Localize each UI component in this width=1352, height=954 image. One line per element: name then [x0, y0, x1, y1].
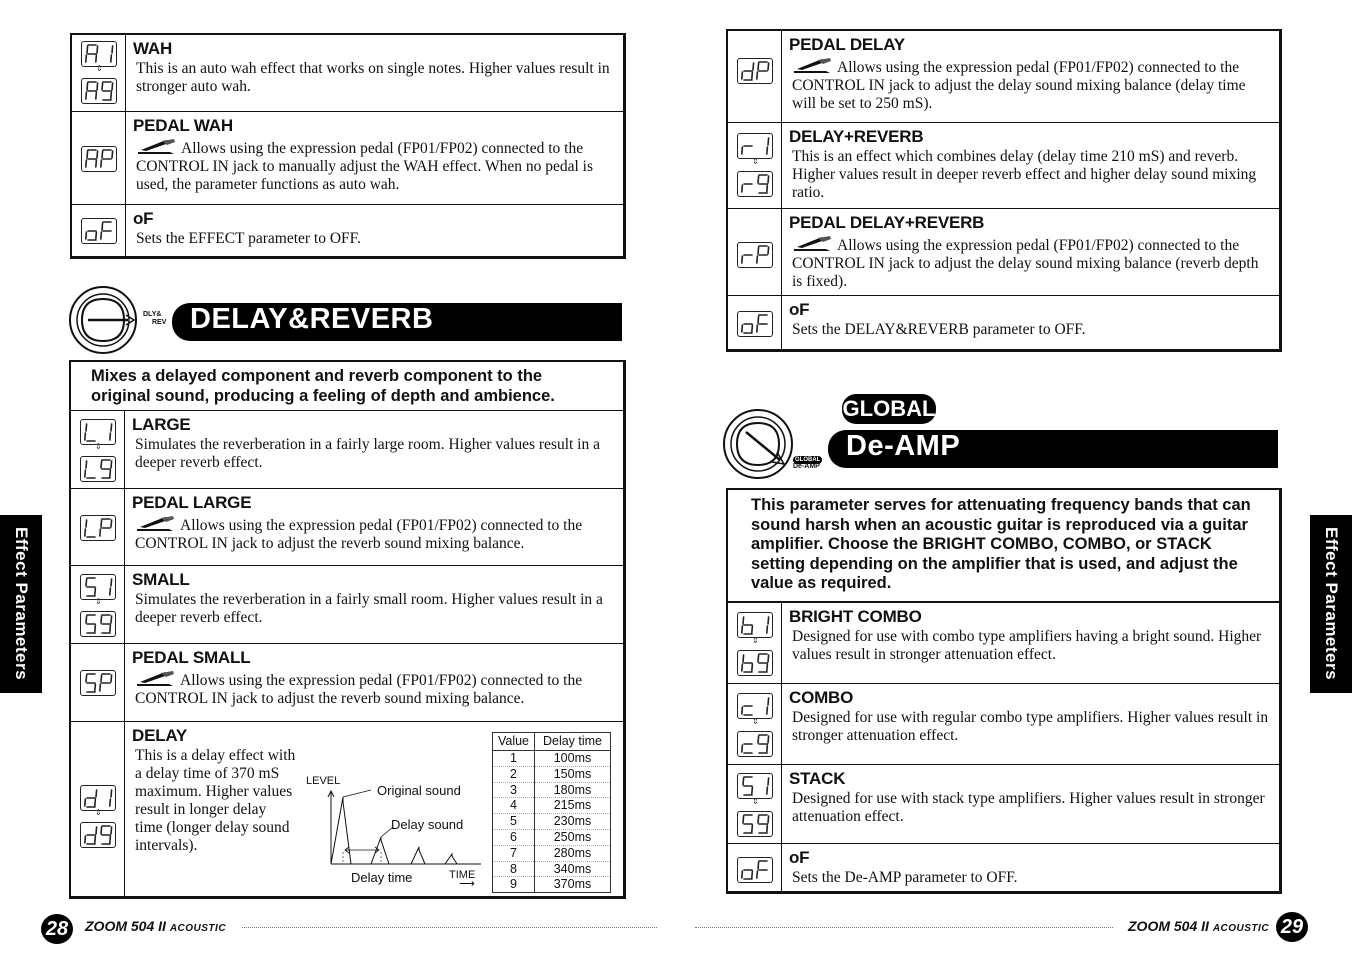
lcd-display-icon [737, 731, 773, 757]
expression-pedal-icon [135, 669, 175, 687]
delay-time-cell: 100ms [535, 751, 611, 767]
up-down-arrow-icon: ⇕ [752, 797, 759, 806]
delay-time-row [493, 798, 611, 814]
lcd-display-icon [80, 611, 116, 637]
row-description: Designed for use with stack type amplifiers. Higher values result in stronger attenuation effect. [792, 790, 1265, 825]
of-row [728, 295, 1279, 350]
stack-row [728, 764, 1279, 843]
lcd-display-icon [81, 78, 117, 104]
of-row [72, 204, 623, 257]
row-description: Sets the DELAY&REVERB parameter to OFF. [792, 321, 1086, 338]
page-number: 29 [1276, 912, 1308, 942]
delay-time-row [493, 814, 611, 830]
lcd-cell [71, 489, 125, 565]
section-title: De-AMP [846, 430, 961, 462]
brand-name: ZOOM 504 II [85, 918, 166, 934]
row-heading: PEDAL DELAY+REVERB [789, 213, 985, 232]
up-down-arrow-icon: ⇕ [752, 636, 759, 645]
row-heading: STACK [789, 769, 846, 788]
brand-footer [85, 918, 226, 934]
delay-time-cell: 150ms [535, 766, 611, 782]
footer-divider [695, 927, 1113, 928]
brand-suffix: ACOUSTIC [1212, 923, 1270, 934]
dial-label: De-AMP [793, 463, 820, 470]
lcd-cell [71, 722, 125, 897]
up-down-arrow-icon: ⇕ [752, 157, 759, 166]
lcd-display-icon [737, 311, 773, 337]
header-value: Value [493, 733, 535, 751]
delay-time-row [493, 877, 611, 893]
section-title: DELAY&REVERB [190, 303, 434, 335]
row-description: This is an effect which combines delay (delay time 210 mS) and reverb. Higher values result in deeper reverb effect and higher delay sound mixing ratio. [792, 148, 1257, 201]
lcd-cell [728, 765, 782, 843]
section-intro: This parameter serves for attenuating frequency bands that can sound harsh when an acoustic guitar is reproduced via a guitar amplifier. Choose the BRIGHT COMBO, COMBO, or STACK setting depending on the amplifier that is used, and adjust the value as required. [751, 496, 1251, 592]
delay-time-row [493, 861, 611, 877]
lcd-cell [71, 566, 125, 643]
graph-label-original: Original sound [377, 783, 461, 798]
row-description: Designed for use with regular combo type amplifiers. Higher values result in stronger attenuation effect. [792, 709, 1269, 744]
up-down-arrow-icon: ⇕ [96, 64, 103, 73]
section-banner [172, 303, 622, 341]
row-description: Allows using the expression pedal (FP01/FP02) connected to the CONTROL IN jack to adjust the delay sound mixing balance (delay time will be set to 250 mS). [792, 59, 1246, 112]
dial-label: GLOBAL [795, 457, 821, 463]
row-description: Sets the EFFECT parameter to OFF. [136, 230, 361, 247]
delay-time-cell: 280ms [535, 845, 611, 861]
delay-value-cell: 2 [493, 766, 535, 782]
delay-time-table [492, 732, 611, 893]
lcd-display-icon [737, 171, 773, 197]
row-heading: oF [789, 300, 810, 319]
graph-label-level: LEVEL [306, 775, 341, 787]
delay-time-row [493, 766, 611, 782]
section-banner [828, 430, 1278, 468]
delay-reverb-table [69, 360, 626, 899]
pedal-large-row [71, 488, 623, 565]
wah-table [70, 33, 626, 259]
delay-value-cell: 4 [493, 798, 535, 814]
lcd-display-icon [80, 822, 116, 848]
pedal-delay-reverb-row [728, 208, 1279, 295]
row-heading: oF [789, 848, 810, 867]
row-heading: PEDAL SMALL [132, 648, 251, 667]
row-heading: oF [133, 209, 154, 228]
lcd-display-icon [81, 146, 117, 172]
row-heading: PEDAL WAH [133, 116, 233, 135]
time-arrow-icon: ⟶ [459, 878, 475, 890]
lcd-display-icon [737, 133, 773, 159]
graph-label-time: TIME [449, 869, 476, 881]
lcd-display-icon [80, 515, 116, 541]
lcd-display-icon [737, 650, 773, 676]
lcd-cell [72, 112, 126, 204]
bright-combo-row [728, 601, 1279, 683]
dial-label: DLY& [143, 311, 162, 318]
delay-time-row [493, 751, 611, 767]
delay-value-cell: 8 [493, 861, 535, 877]
lcd-display-icon [737, 811, 773, 837]
header-delay-time: Delay time [535, 733, 611, 751]
lcd-display-icon [737, 857, 773, 883]
row-heading: LARGE [132, 415, 191, 434]
row-heading: DELAY [132, 726, 188, 745]
pedal-delay-table [726, 29, 1282, 352]
delay-row [71, 721, 623, 897]
row-heading: BRIGHT COMBO [789, 607, 922, 626]
dial-icon [722, 408, 794, 480]
row-description: Designed for use with combo type amplifiers having a bright sound. Higher values result in stronger attenuation effect. [792, 628, 1262, 663]
expression-pedal-icon [135, 514, 175, 532]
brand-suffix: ACOUSTIC [169, 923, 227, 934]
lcd-display-icon [737, 693, 773, 719]
row-description: Sets the De-AMP parameter to OFF. [792, 869, 1018, 886]
pedal-small-row [71, 643, 623, 721]
brand-footer [1128, 918, 1269, 934]
graph-label-delay-sound: Delay sound [391, 817, 464, 832]
delay-value-cell: 7 [493, 845, 535, 861]
expression-pedal-icon [136, 137, 176, 155]
wah-row [72, 35, 623, 111]
lcd-cell [728, 209, 782, 295]
lcd-cell [728, 603, 782, 683]
section-intro: Mixes a delayed component and reverb component to the original sound, producing a feeling of depth and ambience. [91, 367, 555, 405]
large-row [71, 410, 623, 488]
delay-time-cell: 250ms [535, 829, 611, 845]
of-row [728, 843, 1279, 892]
row-description: Allows using the expression pedal (FP01/FP02) connected to the CONTROL IN jack to adjust the reverb sound mixing balance. [135, 672, 583, 707]
small-row [71, 565, 623, 643]
delay-time-row [493, 845, 611, 861]
row-description: Allows using the expression pedal (FP01/FP02) connected to the CONTROL IN jack to manually adjust the WAH effect. When no pedal is used, the parameter functions as auto wah. [136, 140, 594, 193]
lcd-display-icon [737, 242, 773, 268]
footer-divider [242, 927, 657, 928]
delay-value-cell: 9 [493, 877, 535, 893]
row-description: This is a delay effect with a delay time of 370 mS maximum. Higher values result in longer delay time (longer delay sound intervals). [135, 747, 296, 854]
lcd-cell [71, 644, 125, 721]
delay-value-cell: 1 [493, 751, 535, 767]
side-tab: Effect Parameters [0, 515, 42, 693]
side-tab: Effect Parameters [1310, 515, 1352, 693]
delay-time-cell: 180ms [535, 782, 611, 798]
delay-reverb-row [728, 122, 1279, 208]
pedal-delay-row [728, 31, 1279, 122]
up-down-arrow-icon: ⇕ [95, 808, 102, 817]
row-heading: SMALL [132, 570, 190, 589]
up-down-arrow-icon: ⇕ [95, 442, 102, 451]
up-down-arrow-icon: ⇕ [752, 717, 759, 726]
intro-row [71, 362, 623, 410]
expression-pedal-icon [792, 234, 832, 252]
row-heading: PEDAL LARGE [132, 493, 252, 512]
lcd-display-icon [737, 612, 773, 638]
lcd-cell [728, 684, 782, 764]
delay-time-cell: 340ms [535, 861, 611, 877]
delay-time-cell: 215ms [535, 798, 611, 814]
lcd-cell [728, 844, 782, 892]
lcd-display-icon [81, 218, 117, 244]
lcd-cell [71, 411, 125, 488]
expression-pedal-icon [792, 56, 832, 74]
row-description: Allows using the expression pedal (FP01/FP02) connected to the CONTROL IN jack to adjust the delay sound mixing balance (reverb depth is fixed). [792, 237, 1259, 290]
dial-icon [68, 285, 138, 355]
row-heading: DELAY+REVERB [789, 127, 924, 146]
delay-time-cell: 230ms [535, 814, 611, 830]
dial-label: REV [152, 319, 167, 326]
row-heading: PEDAL DELAY [789, 35, 905, 54]
lcd-cell [72, 205, 126, 257]
lcd-display-icon [737, 773, 773, 799]
global-pill: GLOBAL [842, 394, 936, 424]
delay-time-row [493, 829, 611, 845]
row-description: Allows using the expression pedal (FP01/FP02) connected to the CONTROL IN jack to adjust the reverb sound mixing balance. [135, 517, 583, 552]
lcd-display-icon [80, 456, 116, 482]
lcd-display-icon [80, 670, 116, 696]
delay-time-header [493, 733, 611, 751]
delay-value-cell: 3 [493, 782, 535, 798]
row-description: Simulates the reverberation in a fairly large room. Higher values result in a deeper reverb effect. [135, 436, 600, 471]
lcd-cell [728, 123, 782, 208]
delay-value-cell: 5 [493, 814, 535, 830]
row-description: Simulates the reverberation in a fairly small room. Higher values result in a deeper reverb effect. [135, 591, 603, 626]
pedal-wah-row [72, 111, 623, 204]
lcd-cell [72, 35, 126, 111]
lcd-cell [728, 31, 782, 122]
page-number: 28 [41, 914, 73, 944]
delay-time-row [493, 782, 611, 798]
delay-value-cell: 6 [493, 829, 535, 845]
up-down-arrow-icon: ⇕ [95, 597, 102, 606]
row-heading: WAH [133, 39, 173, 58]
row-heading: COMBO [789, 688, 854, 707]
lcd-cell [728, 296, 782, 350]
intro-row [728, 490, 1279, 601]
de-amp-table [726, 488, 1282, 894]
combo-row [728, 683, 1279, 764]
brand-name: ZOOM 504 II [1128, 918, 1209, 934]
graph-label-delay-time: Delay time [351, 870, 413, 885]
row-description: This is an auto wah effect that works on single notes. Higher values result in stronger auto wah. [136, 60, 610, 95]
lcd-display-icon [737, 58, 773, 84]
delay-time-cell: 370ms [535, 877, 611, 893]
